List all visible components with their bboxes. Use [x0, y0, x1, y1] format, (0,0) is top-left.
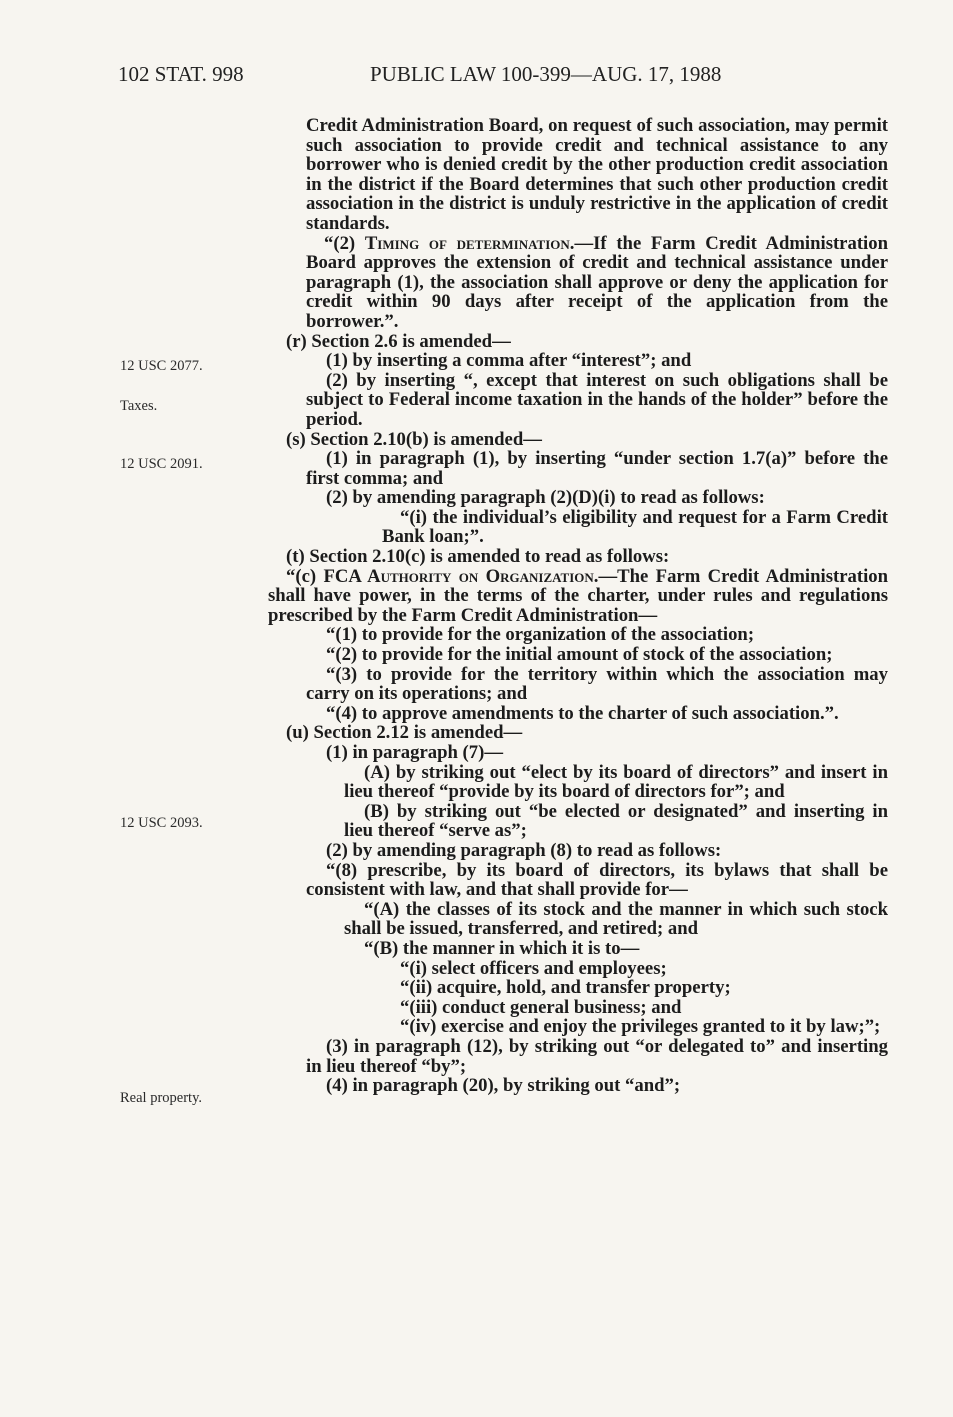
- paragraph-timing-of-determination: [268, 234, 888, 332]
- subsection-u-item-1: (1) in paragraph (7)—: [326, 742, 504, 763]
- timing-heading: Timing of determination.: [364, 232, 575, 254]
- subsection-r-item-1: (1) by inserting a comma after “interest”; and: [326, 350, 692, 372]
- fca-heading: FCA Authority on Organization.: [323, 565, 599, 587]
- subsection-s-item-2: (2) by amending paragraph (2)(D)(i) to read as follows:: [326, 487, 765, 509]
- margin-note-12-usc-2077: 12 USC 2077.: [120, 358, 203, 374]
- margin-note-real-property: Real property.: [120, 1090, 203, 1106]
- fca-text: —The Farm Credit Administration shall have power, in the terms of the charter, under rules and regulations prescribed by the Farm Credit Administration—: [268, 565, 888, 626]
- margin-note-12-usc-2093: 12 USC 2093.: [120, 815, 203, 831]
- subsection-r-item-2: (2) by inserting “, except that interest on such obligations shall be subject to Federal income taxation in the hands of the holder” before the period.: [306, 369, 888, 430]
- subsection-t-item-4: “(4) to approve amendments to the charter of such association.”.: [326, 702, 839, 724]
- statute-page-number: 102 STAT. 998: [118, 62, 244, 86]
- subsection-u-item-1-b: (B) by striking out “be elected or designated” and inserting in lieu thereof “serve as”;: [344, 800, 888, 842]
- subsection-u-item-2-8: “(8) prescribe, by its board of directors, its bylaws that shall be consistent with law, and that shall provide for—: [306, 859, 888, 901]
- subsection-s-item-1: (1) in paragraph (1), by inserting “under section 1.7(a)” before the first comma; and: [306, 448, 888, 489]
- public-law-title: PUBLIC LAW 100-399—AUG. 17, 1988: [370, 62, 722, 86]
- subsection-t-c-paragraph: [268, 567, 888, 626]
- subsection-t-item-3: “(3) to provide for the territory within which the association may carry on its operations; and: [306, 663, 888, 705]
- subsection-u-item-1-a: (A) by striking out “elect by its board of directors” and insert in lieu thereof “provide by its board of directors for”; and: [344, 761, 888, 803]
- subsection-u-item-2: (2) by amending paragraph (8) to read as follows:: [326, 839, 722, 861]
- fca-prefix: “(c): [286, 565, 324, 587]
- paragraph-credit-administration: Credit Administration Board, on request of such association, may permit such association to provide credit and technical assistance to any borrower who is denied credit by the other production credit association in the district if the Board determines that such other production credit association in the district is unduly restrictive in the application of credit standards.: [306, 115, 888, 234]
- timing-text: —If the Farm Credit Administration Board approves the extension of credit and technical assistance under paragraph (1), the association shall approve or deny the application for credit within 90 days after receipt of the application from the borrower.”.: [306, 232, 888, 332]
- subsection-u-item-2-b: “(B) the manner in which it is to—: [364, 937, 640, 959]
- subsection-u-item-2-b-iv: “(iv) exercise and enjoy the privileges granted to it by law;”;: [400, 1016, 881, 1038]
- subsection-u-item-2-b-ii: “(ii) acquire, hold, and transfer property;: [400, 977, 731, 999]
- subsection-t-item-1: “(1) to provide for the organization of the association;: [326, 624, 755, 646]
- subsection-u-intro: (u) Section 2.12 is amended—: [286, 722, 523, 744]
- subsection-s-intro: (s) Section 2.10(b) is amended—: [286, 428, 542, 450]
- timing-prefix: “(2): [324, 232, 365, 254]
- subsection-u-item-2-b-i: “(i) select officers and employees;: [400, 957, 667, 979]
- subsection-s-item-2-i: “(i) the individual’s eligibility and request for a Farm Credit Bank loan;”.: [382, 506, 888, 548]
- statute-body: [268, 116, 888, 1096]
- margin-note-12-usc-2091: 12 USC 2091.: [120, 456, 203, 472]
- subsection-u-item-2-a: “(A) the classes of its stock and the manner in which such stock shall be issued, transferred, and retired; and: [344, 898, 888, 940]
- subsection-u-item-3: (3) in paragraph (12), by striking out “or delegated to” and inserting in lieu thereof “by”;: [306, 1035, 888, 1077]
- subsection-u-item-2-b-iii: “(iii) conduct general business; and: [400, 996, 682, 1018]
- subsection-t-intro: (t) Section 2.10(c) is amended to read as follows:: [286, 546, 670, 568]
- subsection-t-item-2: “(2) to provide for the initial amount of stock of the association;: [326, 644, 833, 666]
- subsection-r-intro: (r) Section 2.6 is amended—: [286, 330, 511, 352]
- subsection-u-item-4: (4) in paragraph (20), by striking out “and”;: [326, 1075, 681, 1097]
- margin-note-taxes: Taxes.: [120, 398, 158, 414]
